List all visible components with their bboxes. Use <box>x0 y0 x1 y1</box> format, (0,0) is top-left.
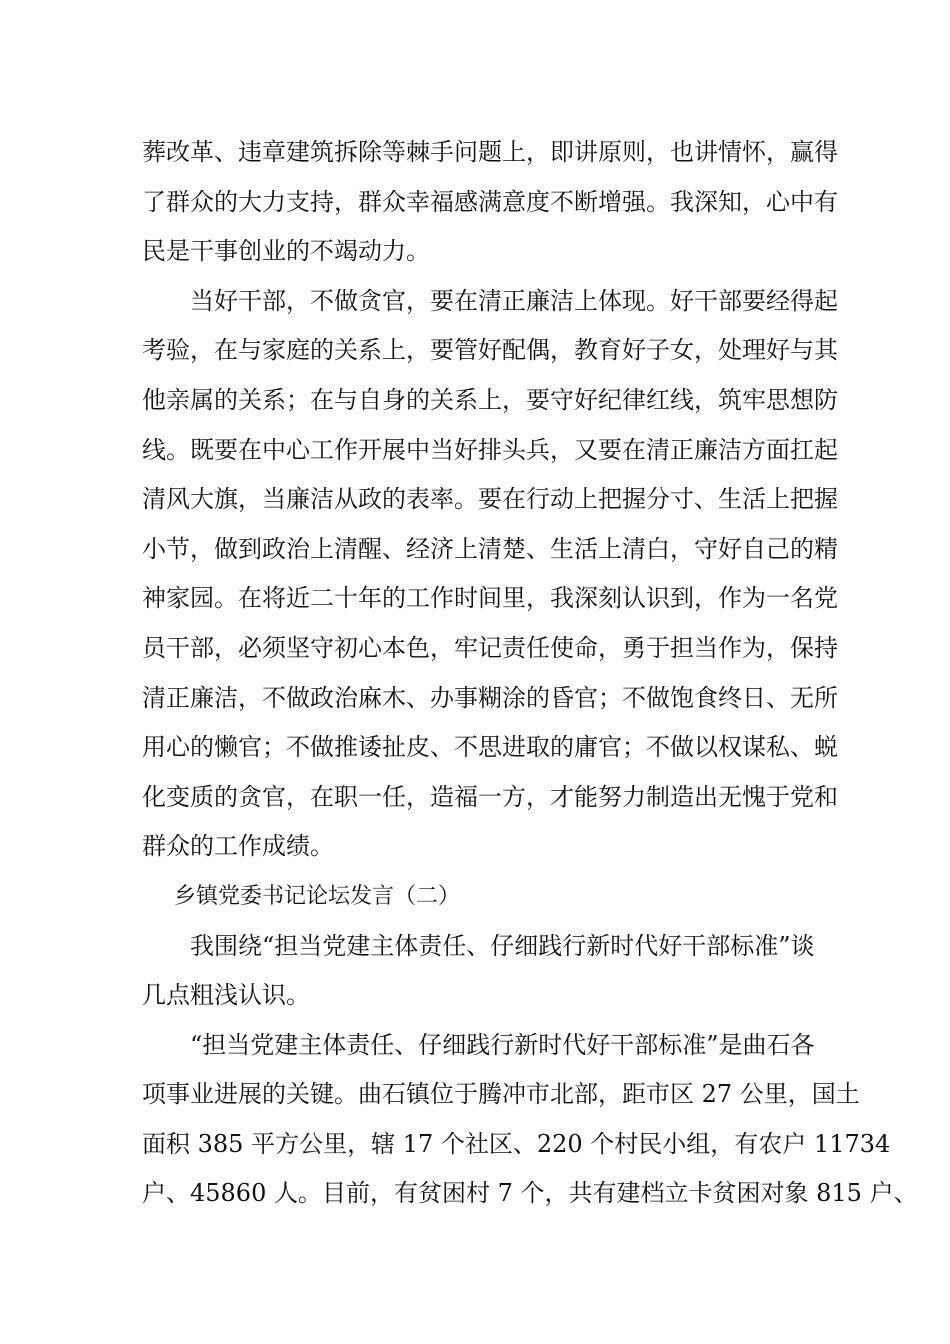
paragraph-2 <box>142 277 838 872</box>
text-line: 考验，在与家庭的关系上，要管好配偶，教育好子女，处理好与其 <box>142 336 838 365</box>
document-body <box>142 128 918 1219</box>
section-heading: 乡镇党委书记论坛发言（二） <box>174 883 461 909</box>
paragraph-4 <box>142 1021 918 1219</box>
text-line: 化变质的贪官，在职一任，造福一方，才能努力制造出无愧于党和 <box>142 782 838 811</box>
text-line: 了群众的大力支持，群众幸福感满意度不断增强。我深知，心中有 <box>142 187 838 216</box>
text-line: 群众的工作成绩。 <box>142 832 334 861</box>
text-line: 我围绕“担当党建主体责任、仔细践行新时代好干部标准”谈 <box>190 931 815 960</box>
text-line: 神家园。在将近二十年的工作时间里，我深刻认识到，作为一名党 <box>142 584 838 613</box>
text-line: 线。既要在中心工作开展中当好排头兵，又要在清正廉洁方面扛起 <box>142 435 838 464</box>
text-line: 清正廉洁，不做政治麻木、办事糊涂的昏官；不做饱食终日、无所 <box>142 683 838 712</box>
text-line: 当好干部，不做贪官，要在清正廉洁上体现。好干部要经得起 <box>190 286 838 315</box>
text-line: 面积 385 平方公里，辖 17 个社区、220 个村民小组，有农户 11734 <box>142 1129 891 1158</box>
text-line: “担当党建主体责任、仔细践行新时代好干部标准”是曲石各 <box>190 1030 815 1059</box>
text-line: 清风大旗，当廉洁从政的表率。要在行动上把握分寸、生活上把握 <box>142 485 838 514</box>
text-line: 葬改革、违章建筑拆除等棘手问题上，即讲原则，也讲情怀，赢得 <box>142 138 838 166</box>
text-line: 小节，做到政治上清醒、经济上清楚、生活上清白，守好自己的精 <box>142 534 838 563</box>
paragraph-1 <box>142 128 838 277</box>
text-line: 员干部，必须坚守初心本色，牢记责任使命，勇于担当作为，保持 <box>142 633 838 662</box>
section-heading-paragraph <box>142 872 822 922</box>
text-line: 民是干事创业的不竭动力。 <box>142 237 430 266</box>
text-line: 几点粗浅认识。 <box>142 981 310 1010</box>
text-line: 他亲属的关系；在与自身的关系上，要守好纪律红线，筑牢思想防 <box>142 385 838 414</box>
text-line: 用心的懒官；不做推诿扯皮、不思进取的庸官；不做以权谋私、蜕 <box>142 733 838 762</box>
text-line: 项事业进展的关键。曲石镇位于腾冲市北部，距市区 27 公里，国土 <box>142 1080 860 1109</box>
paragraph-3 <box>142 922 822 1021</box>
text-line: 户、45860 人。目前，有贫困村 7 个，共有建档立卡贫困对象 815 户、 <box>142 1179 918 1208</box>
